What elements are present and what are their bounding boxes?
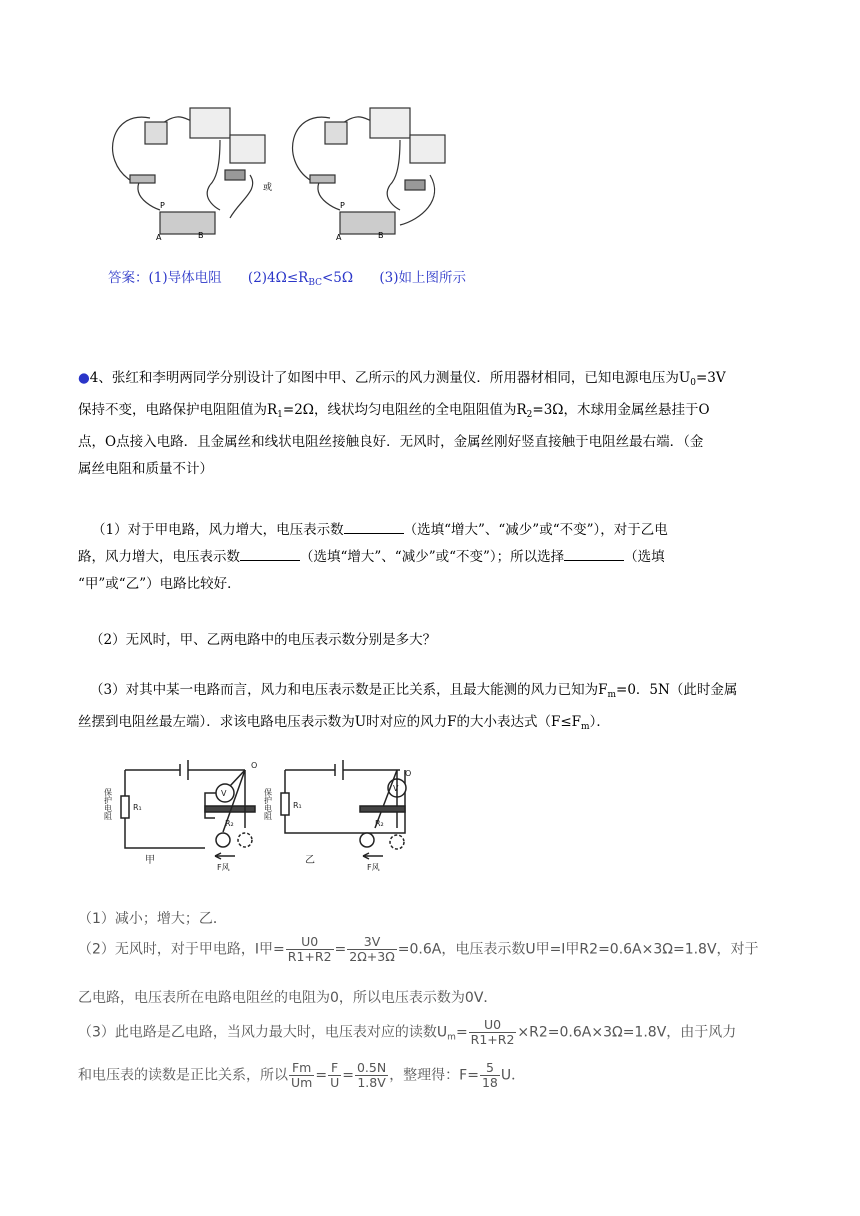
answer-blank[interactable] bbox=[240, 560, 300, 561]
svg-text:O: O bbox=[251, 761, 258, 770]
question-1: （1）对于甲电路，风力增大，电压表示数 （选填“增大”、“减少”或“不变”），对于乙电 路，风力增大，电压表示数 （选填“增大”、“减少”或“不变”）；所以选择 （选填 “甲”或“乙”）电路比较好． bbox=[78, 522, 668, 592]
svg-text:V: V bbox=[393, 784, 399, 793]
svg-text:保护电阻: 保护电阻 bbox=[263, 788, 273, 820]
svg-text:保护电阻: 保护电阻 bbox=[103, 788, 113, 820]
answer-blank[interactable] bbox=[564, 560, 624, 561]
question-2: （2）无风时，甲、乙两电路中的电压表示数分别是多大？ bbox=[90, 632, 437, 648]
solution-2-cont: 乙电路，电压表所在电路电阻丝的电阻为0，所以电压表示数为0V． bbox=[78, 990, 498, 1006]
svg-text:F风: F风 bbox=[217, 863, 230, 872]
answer-line: 答案：(1)导体电阻 $(2)4\Omega\le R_{BC}<5\Omega$ (3)如上图所示 bbox=[108, 270, 466, 288]
solution-3: （3）此电路是乙电路，当风力最大时，电压表对应的读数$U_m=$ $\frac{U0}{R1+R2}$ ×R2=0.6A×3Ω=1.8V，由于风力 bbox=[78, 1017, 737, 1047]
svg-text:乙: 乙 bbox=[305, 855, 315, 866]
connector-label: 或 bbox=[263, 183, 273, 193]
svg-text:B: B bbox=[378, 231, 384, 240]
svg-text:R₂: R₂ bbox=[225, 819, 234, 828]
svg-text:R₁: R₁ bbox=[133, 803, 142, 812]
svg-text:P: P bbox=[340, 201, 345, 210]
apparatus-figure bbox=[100, 100, 460, 248]
question-body: ●4、张红和李明两同学分别设计了如图中甲、乙所示的风力测量仪．所用器材相同，已知电源电压为$U_0=3V$ 保持不变，电路保护电阻阻值为$R_1=2\Omega$，线状均匀电阻丝的全电阻阻值为$R_2=3\Omega$，木球用金属丝悬挂于O 点，O点接入电路．且金属丝和线状电阻丝接触良好．无风时，金属丝刚好竖直接触于电阻丝最右端．（金 属丝电阻和质量不计） bbox=[78, 370, 726, 477]
question-3: （3）对其中某一电路而言，风力和电压表示数是正比关系，且最大能测的风力已知为$F_m=0$．5N（此时金属 丝摆到电阻丝最左端）．求该电路电压表示数为U时对应的风力F的大小表达式$(F\le F_m)$． bbox=[78, 682, 738, 732]
svg-text:O: O bbox=[405, 769, 412, 778]
svg-text:V: V bbox=[221, 789, 227, 798]
solution-1: （1）减小；增大；乙． bbox=[78, 911, 227, 927]
solution-3-cont: 和电压表的读数是正比关系，所以 $\frac{Fm}{Um}$ = $\frac{F}{U}$ = $\frac{0.5N}{1.8V}$ ，整理得：F= $\frac{5}{18}$ U． bbox=[78, 1060, 526, 1090]
svg-text:P: P bbox=[160, 201, 165, 210]
answer-blank[interactable] bbox=[344, 533, 404, 534]
svg-text:A: A bbox=[336, 233, 342, 242]
svg-text:甲: 甲 bbox=[145, 855, 155, 866]
svg-text:R₁: R₁ bbox=[293, 801, 302, 810]
svg-text:A: A bbox=[156, 233, 162, 242]
svg-text:R₂: R₂ bbox=[375, 819, 384, 828]
svg-text:F风: F风 bbox=[367, 863, 380, 872]
svg-text:B: B bbox=[198, 231, 204, 240]
circuit-figure bbox=[105, 758, 415, 886]
bullet-icon: ● bbox=[78, 370, 90, 386]
solution-2: （2）无风时，对于甲电路，I甲= $\frac{U0}{R1+R2}$ = $\frac{3V}{2\Omega+3\Omega}$ =0.6A，电压表示数U甲=I甲R2=0.6A×3Ω=1.8V，对于 bbox=[78, 934, 759, 964]
